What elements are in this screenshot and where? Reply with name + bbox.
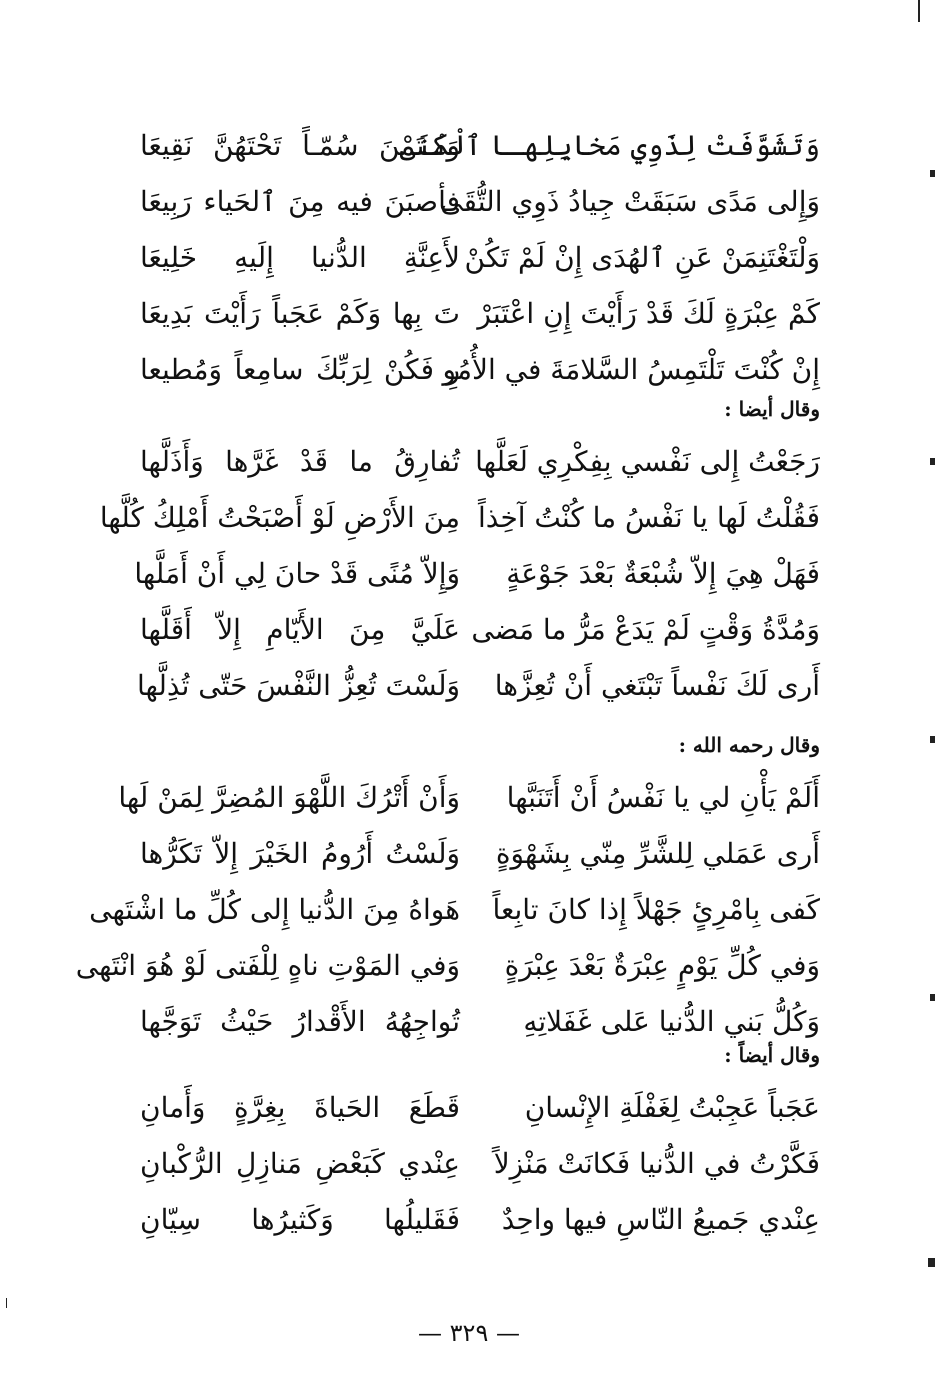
verse-second-hemistich: تُواجِهُهُ الأَقْدارُ حَيْثُ تَوَجَّها bbox=[140, 1005, 460, 1038]
verse-second-hemistich: عَلَيَّ مِنَ الأَيّامِ إِلاّ أَقَلَّها bbox=[140, 613, 460, 646]
verse-second-hemistich: وَكـتَمْنَ سُمّـاً تَحْتَهُنَّ نَقِيعَا bbox=[140, 129, 460, 162]
verse-line bbox=[140, 174, 820, 230]
scan-mark-right-2 bbox=[930, 458, 935, 465]
verse-first-hemistich: فَكَّرْتُ في الدُّنيا فَكانَتْ مَنْزِلاً bbox=[493, 1147, 820, 1180]
verse-second-hemistich: وَأَنْ أَتْرُكَ اللَّهْوَ المُضِرَّ لِمَنْ لَها bbox=[118, 781, 460, 814]
verse-line bbox=[140, 1080, 820, 1136]
section-heading: وقال أيضاً : bbox=[724, 1043, 820, 1067]
verse-first-hemistich: وَتَشَوَّفَتْ لِذَوِي مَخايِلِهـا ٱلْمُنَى bbox=[399, 129, 820, 162]
verse-first-hemistich: فَقُلْتُ لَها يا نَفْسُ ما كُنْتُ آخِذاً bbox=[477, 501, 820, 534]
verse-second-hemistich: هَواهُ مِنَ الدُّنيا إِلى كُلِّ ما اشْتَهى bbox=[89, 893, 460, 926]
section-heading: وقال أيضا : bbox=[724, 397, 820, 421]
verse-first-hemistich: عَجَباً عَجِبْتُ لِغَفْلَةِ الإِنْسانِ bbox=[524, 1091, 820, 1124]
verse-line bbox=[136, 658, 820, 714]
verse-line bbox=[140, 1192, 820, 1248]
verse-second-hemistich: فأصبَنَ فيه مِنَ ٱلحَياء رَبِيعَا bbox=[140, 185, 460, 218]
verse-first-hemistich: كَمْ عِبْرَةٍ لَكَ قَدْ رَأَيْتَ إِنِ اعْتَبَرْ bbox=[477, 297, 820, 330]
verse-second-hemistich: قَطَعَ الحَياةَ بِغِرَّةٍ وَأَمانِ bbox=[140, 1091, 460, 1124]
scan-mark-left bbox=[6, 1298, 7, 1308]
verse-line bbox=[140, 602, 820, 658]
poem-section-2 bbox=[99, 434, 820, 714]
verse-line bbox=[140, 118, 820, 174]
verse-line bbox=[99, 490, 820, 546]
verse-line bbox=[89, 882, 820, 938]
verse-second-hemistich: لأَعِنَّةِ الدُّنيا إِلَيهِ خَلِيعَا bbox=[140, 241, 460, 274]
verse-second-hemistich: تُفارِقُ ما قَدْ غَرَّها وَأَذَلَّها bbox=[140, 445, 460, 478]
verse-first-hemistich: كَفى بِامْرِئٍ جَهْلاً إِذا كانَ تابِعاً bbox=[492, 893, 820, 926]
verse-first-hemistich: عِنْدي جَميعُ النّاسِ فيها واحِدٌ bbox=[501, 1203, 820, 1236]
poem-section-3 bbox=[75, 770, 820, 1050]
verse-line bbox=[140, 994, 820, 1050]
verse-first-hemistich: وَفي كُلِّ يَوْمٍ عِبْرَةٌ بَعْدَ عِبْرَةٍ bbox=[504, 949, 820, 982]
verse-second-hemistich: فَقَليلُها وَكَثيرُها سِيّانِ bbox=[140, 1203, 460, 1236]
verse-line bbox=[118, 770, 820, 826]
verse-first-hemistich: أَرى لَكَ نَفْساً تَبْتَغي أَنْ تُعِزَّها bbox=[494, 669, 820, 702]
verse-first-hemistich: وَإِلى مَدًى سَبَقَتْ جِيادُ ذَوِي التُّقَى bbox=[440, 185, 820, 218]
poem-section-4 bbox=[140, 1080, 820, 1248]
verse-first-hemistich: أَلَمْ يَأْنِ لي يا نَفْسُ أَنْ أَتَنَبَّها bbox=[506, 781, 820, 814]
verse-second-hemistich: وَفي المَوْتِ ناهٍ لِلْفَتى لَوْ هُوَ انْتَهى bbox=[75, 949, 460, 982]
verse-first-hemistich: إِنْ كُنْتَ تَلْتَمِسُ السَّلامَةَ في الأُمُو bbox=[442, 353, 820, 386]
verse-first-hemistich: وَكُلُّ بَني الدُّنيا عَلى غَفَلاتِهِ bbox=[523, 1005, 820, 1038]
scan-mark-right-4 bbox=[930, 994, 935, 1001]
verse-line bbox=[140, 230, 820, 286]
section-heading: وقال رحمه الله : bbox=[678, 733, 820, 757]
verse-second-hemistich: وَإِلاّ مُنًى قَدْ حانَ لِي أَنْ أَمَلَّها bbox=[134, 557, 460, 590]
verse-second-hemistich: عِنْدي كَبَعْضِ مَنازِلِ الرُّكْبانِ bbox=[140, 1147, 460, 1180]
poem-section-1 bbox=[140, 118, 820, 398]
verse-second-hemistich: وَلَسْتُ أَرُومُ الخَيْرَ إِلاّ تَكَرُّها bbox=[140, 837, 460, 870]
verse-line bbox=[134, 546, 820, 602]
verse-line bbox=[140, 826, 820, 882]
verse-line bbox=[140, 342, 820, 398]
verse-first-hemistich: رَجَعْتُ إِلى نَفْسي بِفِكْرِي لَعَلَّها bbox=[475, 445, 820, 478]
verse-second-hemistich: وَلَسْتَ تُعِزُّ النَّفْسَ حَتّى تُذِلَّها bbox=[136, 669, 460, 702]
verse-second-hemistich: تَ بِها وَكَمْ عَجَباً رَأَيْتَ بَدِيعَا bbox=[140, 297, 460, 330]
scan-mark-right-1 bbox=[930, 170, 935, 177]
verse-line bbox=[140, 1136, 820, 1192]
scan-mark-top bbox=[918, 0, 920, 22]
verse-line bbox=[75, 938, 820, 994]
verse-line bbox=[140, 286, 820, 342]
verse-line bbox=[140, 434, 820, 490]
verse-first-hemistich: وَلْتَغْتَنِمَنْ عَنِ ٱلهُدَى إِنْ لَمْ تَكُنْ bbox=[464, 241, 820, 274]
scan-mark-right-3 bbox=[930, 736, 935, 743]
verse-second-hemistich: مِنَ الأَرْضِ لَوْ أَصْبَحْتُ أَمْلِكُ كُلَّها bbox=[99, 501, 460, 534]
verse-first-hemistich: أَرى عَمَلي لِلشَّرِّ مِنّي بِشَهْوَةٍ bbox=[495, 837, 820, 870]
verse-first-hemistich: وَمُدَّةُ وَقْتٍ لَمْ يَدَعْ مَرُّ ما مَضى bbox=[471, 613, 820, 646]
verse-first-hemistich: فَهَلْ هِيَ إِلاّ شُبْعَةٌ بَعْدَ جَوْعَةٍ bbox=[506, 557, 820, 590]
page-number: — ٣٢٩ — bbox=[418, 1319, 520, 1347]
verse-second-hemistich: رِ فَكُنْ لِرَبِّكَ سامِعاً وَمُطيعا bbox=[140, 353, 460, 386]
scan-mark-right-5 bbox=[928, 1258, 935, 1267]
